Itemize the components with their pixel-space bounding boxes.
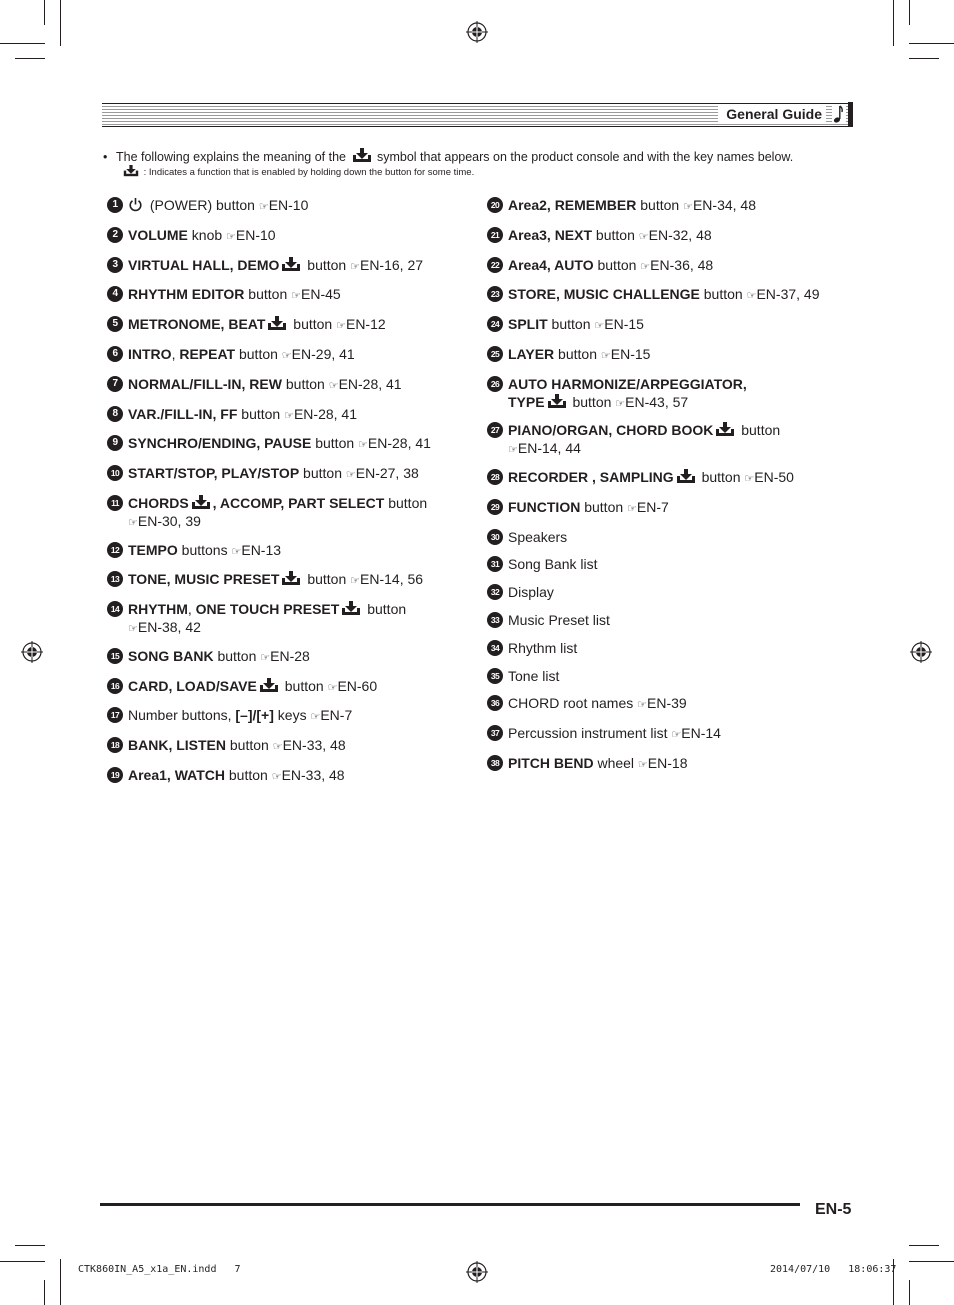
reference-icon: ☞: [637, 758, 648, 771]
item-ref: EN-27, 38: [355, 465, 419, 482]
item-ref: EN-60: [337, 677, 378, 694]
item-label: CARD, LOAD/SAVE: [128, 677, 257, 694]
item-ref: EN-34, 48: [692, 197, 756, 213]
slug-file: CTK860IN_A5_x1a_EN.indd 7: [78, 1264, 241, 1275]
reference-icon: ☞: [627, 502, 637, 515]
item-text: button: [547, 316, 595, 333]
crop-mark: [0, 1261, 45, 1262]
item-text: button: [580, 498, 628, 515]
list-item: [107, 464, 472, 484]
list-item: [107, 226, 472, 246]
item-number: 34: [487, 640, 503, 656]
list-item: [487, 285, 857, 305]
crop-mark: [909, 58, 939, 59]
crop-mark: [909, 1261, 954, 1262]
reference-icon: ☞: [600, 349, 611, 362]
list-item: [487, 611, 857, 629]
item-text: Song Bank list: [508, 556, 598, 573]
intro-note: [121, 165, 474, 180]
item-number: 21: [487, 227, 503, 243]
item-number: 19: [107, 767, 123, 783]
item-ref: EN-14, 56: [360, 571, 424, 588]
item-ref: EN-50: [754, 468, 794, 485]
item-number: 10: [107, 465, 123, 481]
list-item: [487, 196, 857, 216]
item-separator: ,: [171, 345, 180, 362]
item-label: Area4, AUTO: [508, 256, 594, 273]
item-ref: EN-15: [610, 345, 651, 362]
item-ref: EN-18: [647, 754, 688, 771]
item-label: FUNCTION: [508, 498, 581, 515]
reference-icon: ☞: [310, 711, 321, 724]
item-label: BANK, LISTEN: [128, 737, 226, 754]
item-text: Number buttons,: [128, 707, 236, 724]
reference-icon: ☞: [284, 409, 294, 422]
item-label: TYPE: [508, 393, 545, 410]
item-label: NORMAL/FILL-IN, REW: [128, 375, 282, 392]
reference-icon: ☞: [328, 379, 339, 392]
reference-icon: ☞: [638, 230, 649, 243]
item-text: Percussion instrument list: [508, 725, 672, 742]
reference-icon: ☞: [615, 397, 626, 410]
item-number: 17: [107, 707, 123, 723]
item-text: button: [697, 468, 745, 485]
reference-icon: ☞: [345, 469, 356, 482]
reference-icon: ☞: [226, 230, 236, 243]
item-ref: EN-45: [301, 286, 341, 303]
crop-mark: [44, 0, 45, 25]
reference-icon: ☞: [258, 201, 269, 213]
item-number: 32: [487, 584, 503, 600]
intro-line: [103, 148, 793, 165]
item-separator: ,: [187, 601, 196, 618]
item-ref: EN-32, 48: [648, 226, 712, 243]
item-number: 36: [487, 695, 503, 711]
item-label: SONG BANK: [128, 647, 214, 664]
item-label: Area2, REMEMBER: [508, 197, 637, 213]
list-item: [487, 583, 857, 601]
list-item: [107, 570, 472, 590]
item-label: CHORDS: [128, 494, 189, 511]
item-text: button: [363, 601, 407, 618]
item-number: 18: [107, 737, 123, 753]
reference-icon: ☞: [272, 741, 283, 754]
item-number: 8: [107, 406, 123, 422]
section-title: General Guide: [718, 106, 826, 122]
item-ref: EN-10: [268, 197, 309, 213]
list-item: [107, 405, 472, 425]
registration-mark-icon: [466, 21, 488, 43]
crop-mark: [15, 1245, 45, 1246]
reference-icon: ☞: [350, 575, 361, 588]
item-label: REPEAT: [179, 345, 236, 362]
list-item: [107, 706, 472, 726]
hold-down-icon: [547, 394, 567, 409]
item-ref: EN-43, 57: [625, 393, 689, 410]
item-text: button: [213, 647, 261, 664]
list-item: [107, 600, 472, 638]
item-ref: EN-29, 41: [291, 345, 355, 362]
item-text: button: [303, 256, 351, 273]
bullet: •: [103, 150, 108, 164]
music-note-icon: [832, 104, 846, 124]
item-ref: EN-7: [320, 707, 353, 724]
item-text: button: [593, 256, 641, 273]
item-label: RECORDER , SAMPLING: [508, 468, 674, 485]
item-number: 6: [107, 346, 123, 362]
item-text: button: [244, 286, 292, 303]
hold-down-icon: [281, 257, 301, 272]
item-text: Rhythm list: [508, 639, 578, 656]
item-text: button: [289, 316, 337, 333]
crop-mark: [60, 1259, 61, 1305]
crop-mark: [893, 0, 894, 46]
guide-list-left: [107, 196, 472, 796]
item-number: 26: [487, 376, 503, 392]
crop-mark: [0, 43, 45, 44]
item-label: RHYTHM EDITOR: [128, 286, 245, 303]
reference-icon: ☞: [350, 260, 360, 273]
reference-icon: ☞: [271, 770, 282, 783]
hold-down-icon: [281, 571, 301, 586]
list-item: [107, 345, 472, 365]
registration-mark-icon: [910, 641, 932, 663]
item-label: PIANO/ORGAN, CHORD BOOK: [508, 422, 714, 439]
item-label: STORE, MUSIC CHALLENGE: [508, 286, 700, 303]
crop-mark: [909, 0, 910, 25]
item-ref: EN-28, 41: [293, 405, 358, 422]
item-label: VIRTUAL HALL, DEMO: [128, 256, 280, 273]
item-text: button: [281, 375, 329, 392]
reference-icon: ☞: [327, 681, 338, 694]
item-label: TEMPO: [128, 541, 178, 558]
reference-icon: ☞: [640, 260, 651, 273]
item-number: 1: [107, 197, 123, 213]
item-number: 30: [487, 529, 503, 545]
list-item: [107, 256, 472, 276]
item-number: 12: [107, 542, 123, 558]
hold-down-icon: [341, 601, 361, 616]
crop-mark: [909, 43, 954, 44]
reference-icon: ☞: [744, 472, 755, 485]
reference-icon: ☞: [291, 290, 301, 303]
list-item: [107, 647, 472, 667]
item-label: VAR./FILL-IN, FF: [128, 405, 238, 422]
power-icon: [128, 197, 143, 212]
list-item: [487, 256, 857, 276]
item-ref: EN-30, 39: [137, 512, 201, 529]
list-item: [107, 677, 472, 697]
item-text: button: [384, 494, 428, 511]
item-text: Tone list: [508, 667, 560, 684]
item-text: button: [226, 737, 273, 754]
item-ref: EN-28, 41: [367, 435, 431, 452]
item-number: 15: [107, 648, 123, 664]
item-number: 31: [487, 556, 503, 572]
item-label: METRONOME, BEAT: [128, 316, 266, 333]
hold-down-icon: [352, 148, 372, 163]
intro-text-before: The following explains the meaning of the: [116, 150, 347, 164]
list-item: [107, 285, 472, 305]
item-ref: EN-12: [345, 316, 386, 333]
list-item: [487, 315, 857, 335]
list-item: [487, 345, 857, 365]
item-number: 37: [487, 725, 503, 741]
registration-mark-icon: [466, 1261, 488, 1283]
item-ref: EN-14, 44: [517, 440, 581, 457]
item-label: TONE, MUSIC PRESET: [128, 571, 280, 588]
item-number: 25: [487, 346, 503, 362]
reference-icon: ☞: [683, 201, 693, 213]
item-label: ONE TOUCH PRESET: [195, 601, 340, 618]
item-label: VOLUME: [128, 226, 188, 243]
list-item: [107, 736, 472, 756]
item-ref: EN-28, 41: [338, 375, 402, 392]
reference-icon: ☞: [336, 320, 346, 333]
item-label: , ACCOMP, PART SELECT: [212, 494, 385, 511]
item-number: 20: [487, 197, 503, 213]
item-text: button: [237, 405, 285, 422]
item-ref: EN-13: [241, 541, 282, 558]
list-item: [107, 494, 472, 532]
item-number: 33: [487, 612, 503, 628]
hold-down-icon: [191, 495, 211, 510]
item-label: AUTO HARMONIZE/ARPEGGIATOR,: [508, 375, 747, 392]
reference-icon: ☞: [260, 651, 271, 664]
hold-down-icon: [259, 678, 279, 693]
crop-mark: [909, 1245, 939, 1246]
item-text: button: [636, 197, 684, 213]
item-text: wheel: [593, 754, 638, 771]
reference-icon: ☞: [671, 729, 682, 742]
list-item: [487, 724, 857, 744]
item-number: 3: [107, 257, 123, 273]
list-item: [487, 667, 857, 685]
list-item: [107, 766, 472, 786]
reference-icon: ☞: [358, 439, 368, 452]
reference-icon: ☞: [128, 623, 138, 636]
page-number: EN-5: [815, 1201, 852, 1218]
item-text: button: [299, 465, 346, 482]
item-number: 16: [107, 678, 123, 694]
item-label: Area1, WATCH: [128, 766, 225, 783]
item-text: Music Preset list: [508, 611, 610, 628]
item-ref: EN-28: [270, 647, 310, 664]
hold-down-icon: [676, 469, 696, 484]
item-ref: EN-14: [681, 725, 721, 742]
list-item: [487, 555, 857, 573]
item-number: 35: [487, 668, 503, 684]
item-number: 4: [107, 286, 123, 302]
item-number: 28: [487, 469, 503, 485]
intro-text-after: symbol that appears on the product console and with the key names below.: [376, 150, 794, 164]
item-label: LAYER: [508, 345, 555, 362]
item-text: button: [311, 435, 359, 452]
list-item: [107, 315, 472, 335]
item-text: buttons: [177, 541, 232, 558]
item-text: (POWER) button: [146, 197, 259, 213]
item-number: 13: [107, 571, 123, 587]
item-number: 29: [487, 499, 503, 515]
guide-list-right: [487, 196, 857, 784]
item-text: button: [280, 677, 328, 694]
item-number: 11: [107, 495, 123, 511]
item-text: button: [699, 286, 747, 303]
header-end-bar: [848, 102, 853, 127]
registration-mark-icon: [21, 641, 43, 663]
item-number: 2: [107, 227, 123, 243]
item-number: 14: [107, 601, 123, 617]
item-ref: EN-38, 42: [137, 619, 201, 636]
list-item: [107, 434, 472, 454]
list-item: [487, 498, 857, 518]
item-label: START/STOP, PLAY/STOP: [128, 465, 300, 482]
list-item: [487, 754, 857, 774]
item-text: button: [568, 393, 616, 410]
item-text: button: [554, 345, 601, 362]
list-item: [487, 226, 857, 246]
item-label: [–]/[+]: [235, 707, 274, 724]
reference-icon: ☞: [128, 516, 138, 529]
item-number: 5: [107, 316, 123, 332]
reference-icon: ☞: [637, 699, 648, 712]
item-ref: EN-10: [235, 226, 276, 243]
list-item: [107, 541, 472, 561]
item-text: Display: [508, 584, 554, 601]
crop-mark: [909, 1280, 910, 1305]
item-label: RHYTHM: [128, 601, 188, 618]
item-number: 38: [487, 755, 503, 771]
item-ref: EN-39: [647, 695, 687, 712]
item-ref: EN-15: [604, 316, 644, 333]
item-text: button: [224, 766, 272, 783]
hold-down-icon: [267, 316, 287, 331]
list-item: [487, 694, 857, 714]
reference-icon: ☞: [281, 349, 292, 362]
item-text: button: [592, 226, 639, 243]
item-number: 9: [107, 435, 123, 451]
item-ref: EN-37, 49: [756, 286, 820, 303]
reference-icon: ☞: [594, 320, 605, 333]
item-number: 27: [487, 422, 503, 438]
list-item: [487, 639, 857, 657]
item-text: CHORD root names: [508, 695, 638, 712]
item-number: 24: [487, 316, 503, 332]
slug-date: 2014/07/10 18:06:37: [770, 1264, 897, 1275]
item-number: 23: [487, 286, 503, 302]
hold-down-icon: [123, 165, 139, 177]
intro-note-text: : Indicates a function that is enabled by holding down the button for some time.: [143, 167, 475, 178]
footer-rule: [100, 1203, 800, 1206]
item-label: INTRO: [128, 345, 172, 362]
crop-mark: [15, 58, 45, 59]
item-text: button: [235, 345, 282, 362]
reference-icon: ☞: [746, 290, 757, 303]
list-item: [107, 196, 472, 216]
item-text: button: [303, 571, 351, 588]
item-ref: EN-36, 48: [650, 256, 714, 273]
list-item: [107, 375, 472, 395]
item-label: SPLIT: [508, 316, 548, 333]
item-ref: EN-16, 27: [359, 256, 424, 273]
list-item: [487, 468, 857, 488]
crop-mark: [60, 0, 61, 46]
list-item: [487, 528, 857, 546]
list-item: [487, 421, 857, 459]
list-item: [487, 375, 857, 413]
item-ref: EN-33, 48: [282, 737, 346, 754]
hold-down-icon: [715, 422, 735, 437]
item-label: SYNCHRO/ENDING, PAUSE: [128, 435, 312, 452]
item-text: keys: [273, 707, 311, 724]
item-number: 22: [487, 257, 503, 273]
item-number: 7: [107, 376, 123, 392]
reference-icon: ☞: [508, 444, 518, 457]
reference-icon: ☞: [231, 545, 242, 558]
item-label: Area3, NEXT: [508, 226, 593, 243]
item-text: Speakers: [508, 528, 568, 545]
item-text: button: [737, 422, 781, 439]
item-ref: EN-33, 48: [281, 766, 345, 783]
item-ref: EN-7: [636, 498, 669, 515]
item-label: PITCH BEND: [508, 754, 594, 771]
item-text: knob: [187, 226, 227, 243]
crop-mark: [44, 1280, 45, 1305]
